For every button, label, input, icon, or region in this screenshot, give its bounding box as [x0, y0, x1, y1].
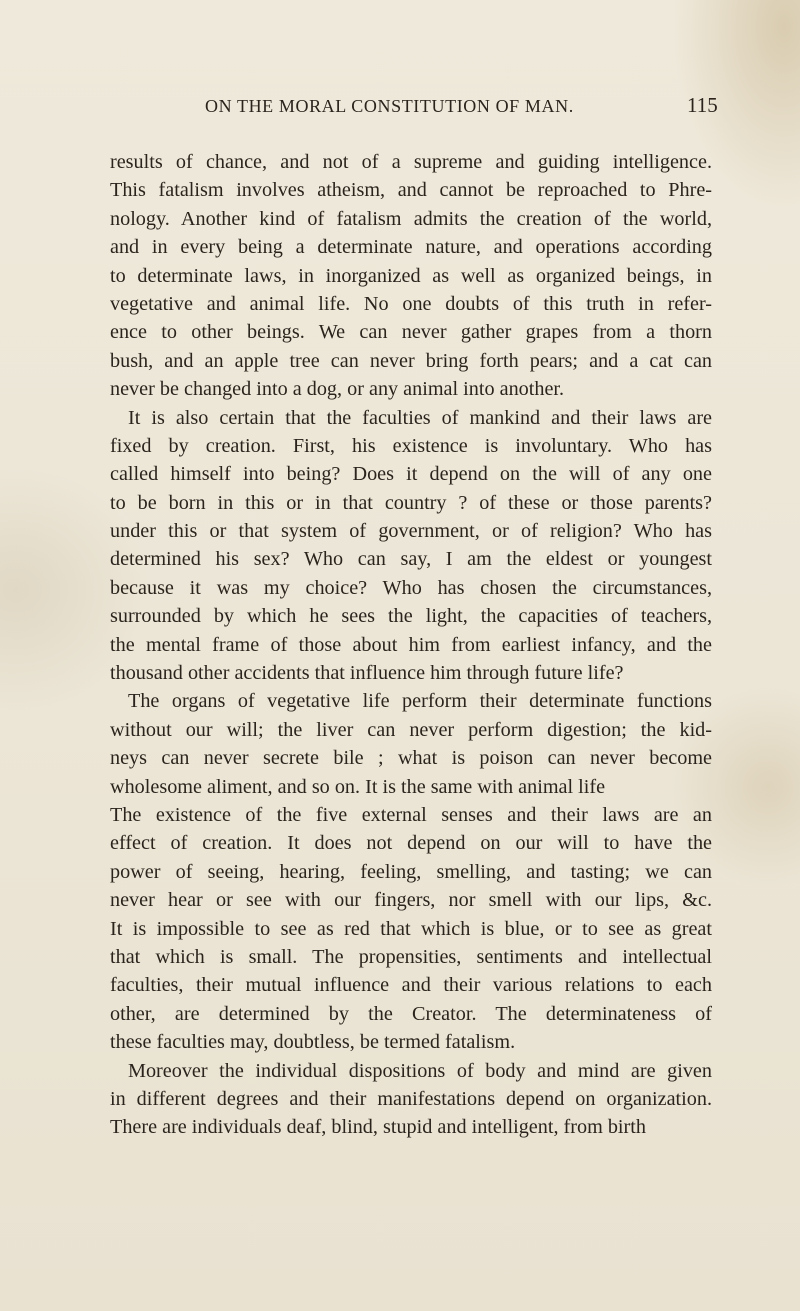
- text-line: to determinate laws, in inorganized as well as organized beings, in: [110, 264, 712, 287]
- text-line: The existence of the five external senses and their laws are an: [110, 803, 712, 826]
- text-line: that which is small. The propensities, sentiments and intellectual: [110, 945, 712, 968]
- text-line: never be changed into a dog, or any animal into another.: [110, 378, 565, 401]
- text-line: because it was my choice? Who has chosen the circumstances,: [110, 576, 712, 599]
- text-line: It is also certain that the faculties of mankind and their laws are: [128, 406, 712, 429]
- text-line: power of seeing, hearing, feeling, smelling, and tasting; we can: [110, 860, 712, 883]
- text-line: to be born in this or in that country ? of these or those parents?: [110, 491, 712, 514]
- text-line: thousand other accidents that influence him through future life?: [110, 662, 624, 685]
- running-title: ON THE MORAL CONSTITUTION OF MAN.: [205, 96, 574, 116]
- text-line: neys can never secrete bile ; what is poison can never become: [110, 747, 712, 770]
- text-line: There are individuals deaf, blind, stupid and intelligent, from birth: [110, 1116, 646, 1139]
- text-line: The organs of vegetative life perform their determinate functions: [128, 690, 712, 713]
- text-line: determined his sex? Who can say, I am the eldest or youngest: [110, 548, 712, 571]
- text-line: faculties, their mutual influence and their various relations to each: [110, 974, 712, 997]
- text-line: and in every being a determinate nature, and operations according: [110, 236, 712, 259]
- text-line: bush, and an apple tree can never bring forth pears; and a cat can: [110, 349, 712, 372]
- text-line: wholesome aliment, and so on. It is the same with animal life: [110, 775, 606, 798]
- text-line: under this or that system of government, or of religion? Who has: [110, 520, 712, 543]
- text-line: Moreover the individual dispositions of body and mind are given: [128, 1059, 712, 1082]
- text-line: other, are determined by the Creator. The determinateness of: [110, 1002, 712, 1025]
- text-line: never hear or see with our fingers, nor smell with our lips, &c.: [110, 889, 712, 912]
- text-line: ence to other beings. We can never gather grapes from a thorn: [110, 321, 712, 344]
- text-line: the mental frame of those about him from earliest infancy, and the: [110, 633, 712, 656]
- text-line: called himself into being? Does it depend on the will of any one: [110, 463, 712, 486]
- text-line: these faculties may, doubtless, be termed fatalism.: [110, 1031, 516, 1054]
- text-line: results of chance, and not of a supreme and guiding intelligence.: [110, 151, 712, 173]
- text-line: vegetative and animal life. No one doubts of this truth in refer-: [110, 292, 712, 315]
- text-line: without our will; the liver can never perform digestion; the kid-: [110, 718, 712, 741]
- text-line: nology. Another kind of fatalism admits the creation of the world,: [110, 207, 712, 230]
- text-line: effect of creation. It does not depend on our will to have the: [110, 832, 712, 855]
- text-line: fixed by creation. First, his existence is involuntary. Who has: [110, 434, 712, 457]
- text-line: This fatalism involves atheism, and cannot be reproached to Phre-: [110, 179, 712, 202]
- text-line: surrounded by which he sees the light, the capacities of teachers,: [110, 605, 712, 628]
- body-text: [110, 148, 712, 1142]
- text-line: It is impossible to see as red that which is blue, or to see as great: [110, 917, 712, 940]
- page-number: 115: [687, 93, 718, 117]
- text-line: in different degrees and their manifestations depend on organization.: [110, 1087, 712, 1110]
